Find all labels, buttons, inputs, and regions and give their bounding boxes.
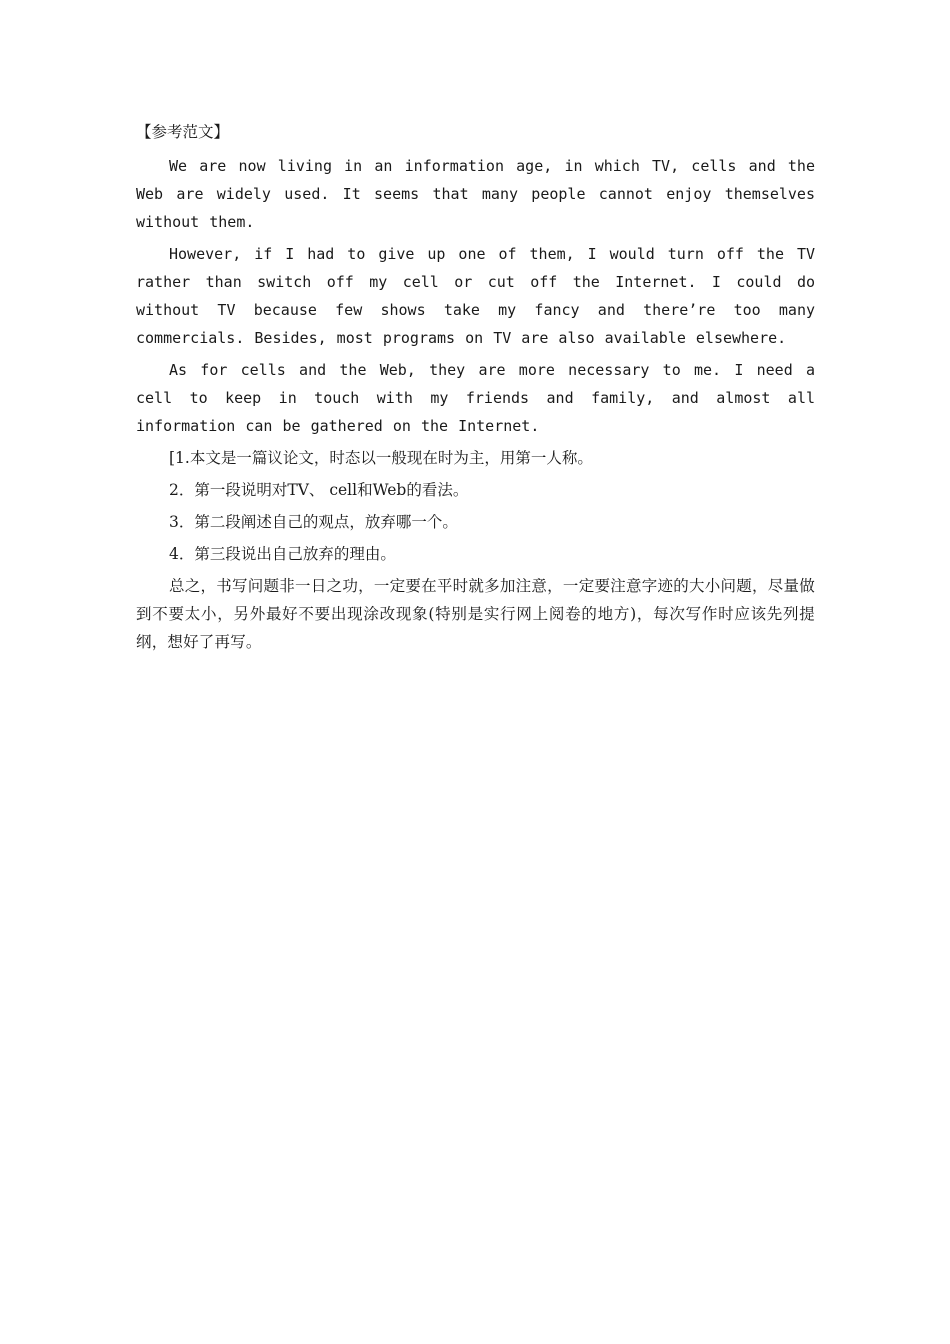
summary-paragraph: 总之，书写问题非一日之功，一定要在平时就多加注意，一定要注意字迹的大小问题，尽量做到不要太小，另外最好不要出现涂改现象(特别是实行网上阅卷的地方)，每次写作时应该先列提纲，想好了再写。 (136, 577, 815, 651)
note-item-4: 4．第三段说出自己放弃的理由。 (169, 545, 396, 563)
section-heading: 【参考范文】 (136, 123, 230, 141)
note-item-2: 2．第一段说明对TV、 cell和Web的看法。 (169, 481, 469, 499)
english-paragraph-1: We are now living in an information age, in which TV, cells and the Web are widely used. It seems that many people cannot enjoy themselves without them. (136, 157, 815, 231)
english-paragraph-2: However, if I had to give up one of them, I would turn off the TV rather than switch off my cell or cut off the Internet. I could do without TV because few shows take my fancy and there’re too many commercials. Besides, most programs on TV are also available elsewhere. (136, 245, 815, 347)
english-paragraph-3: As for cells and the Web, they are more necessary to me. I need a cell to keep in touch with my friends and family, and almost all information can be gathered on the Internet. (136, 361, 815, 435)
document-body (136, 118, 815, 656)
note-item-1: [1.本文是一篇议论文，时态以一般现在时为主，用第一人称。 (169, 449, 593, 467)
note-item-3: 3．第二段阐述自己的观点，放弃哪一个。 (169, 513, 458, 531)
